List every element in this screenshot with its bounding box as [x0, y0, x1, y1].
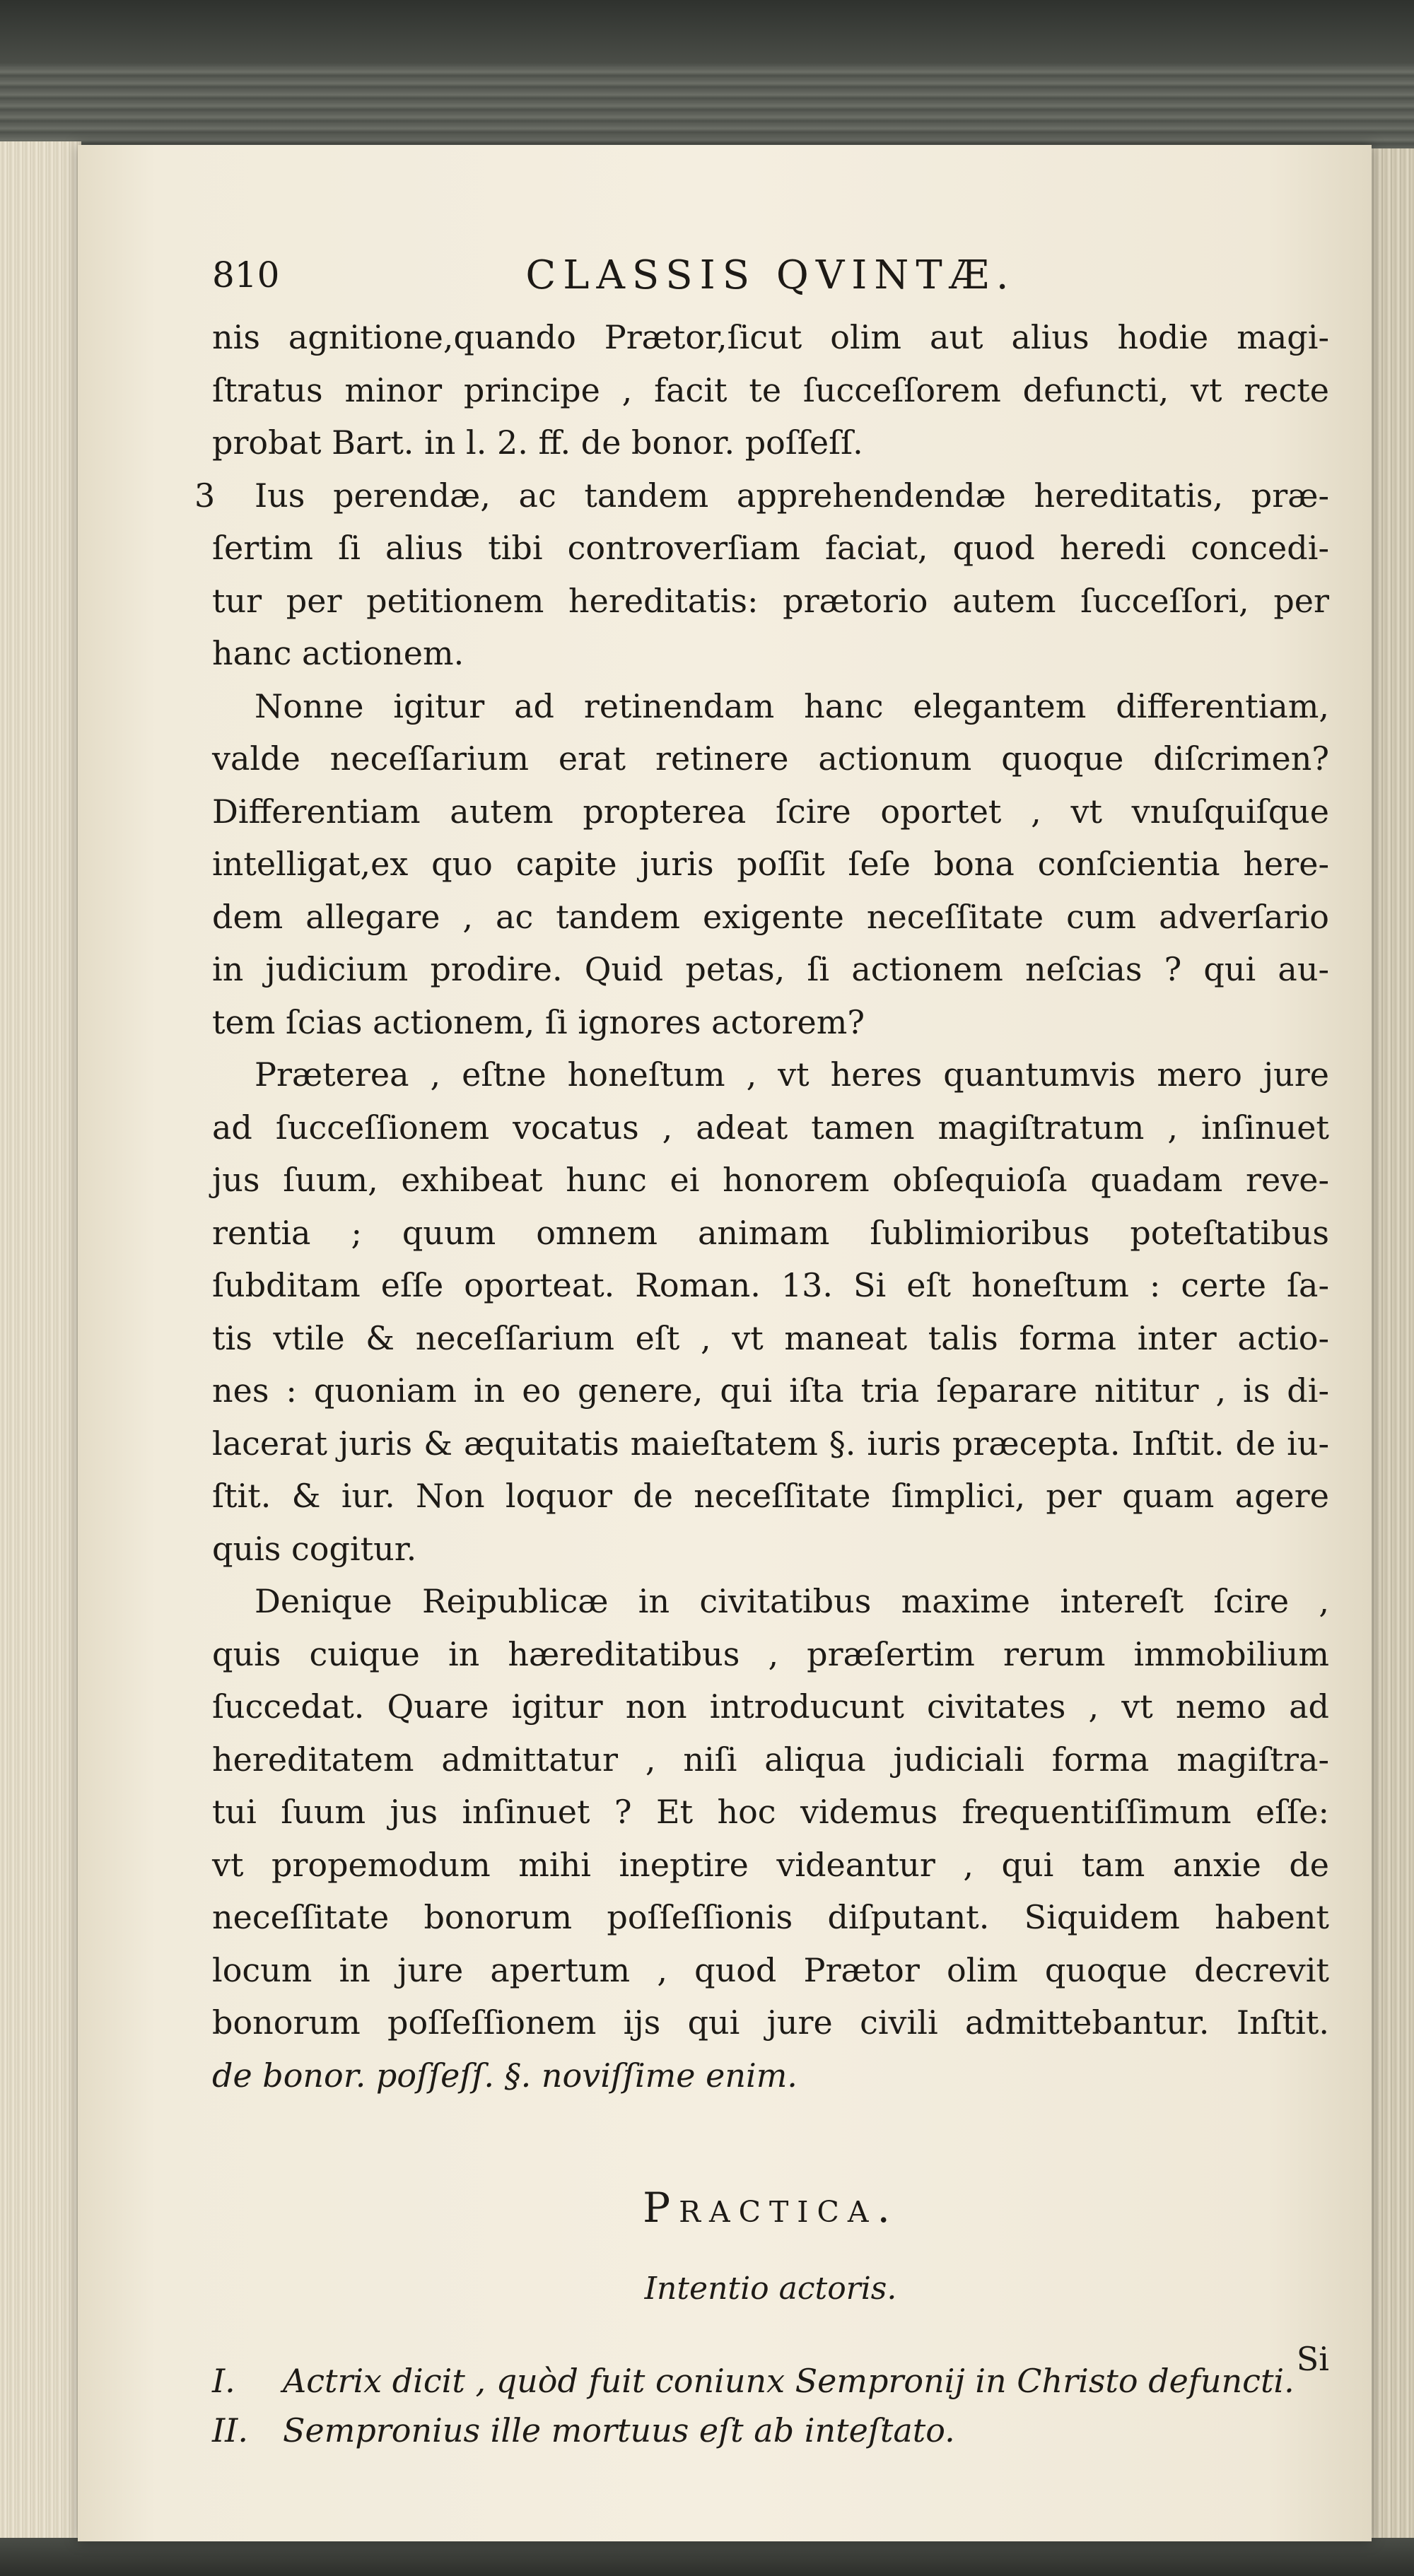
item-number: II. — [212, 2411, 248, 2449]
section-subheading: Intentio actoris. — [644, 2271, 897, 2307]
text-line: valde neceſſarium erat retinere actionum quoque diſcrimen? — [212, 739, 1329, 778]
text-line: bonorum poſſeſſionem ijs qui jure civili admittebantur. Inſtit. — [212, 2003, 1329, 2042]
paragraph — [212, 1575, 1329, 2102]
book-bottom-edge — [0, 2538, 1414, 2576]
text-line: rentia ; quum omnem animam ſublimioribus poteſtatibus — [212, 1213, 1329, 1252]
numbered-item — [212, 2356, 1329, 2406]
numbered-item — [212, 2406, 1329, 2455]
text-line: hereditatem admittatur , niſi aliqua judiciali forma magiſtra- — [212, 1740, 1329, 1779]
right-page-stack — [1365, 148, 1414, 2576]
text-line: lacerat juris & æquitatis maieſtatem §. iuris præcepta. Inſtit. de iu- — [212, 1424, 1329, 1463]
text-line — [194, 469, 1329, 522]
text-line: Differentiam autem propterea ſcire oportet , vt vnuſquiſque — [212, 792, 1329, 831]
text-line: ſtit. & iur. Non loquor de neceſſitate ſimplici, per quam agere — [212, 1477, 1329, 1515]
text-line: intelligat,ex quo capite juris poſſit ſeſe bona conſcientia here- — [212, 845, 1329, 883]
text-line: Denique Reipublicæ in civitatibus maxime intereſt ſcire , — [255, 1582, 1329, 1620]
text-line: jus ſuum, exhibeat hunc ei honorem obſequioſa quadam reve- — [212, 1161, 1329, 1199]
section-heading: Practica. — [643, 2184, 899, 2232]
text-line: locum in jure apertum , quod Prætor olim quoque decrevit — [212, 1950, 1329, 1989]
item-text: Actrix dicit , quòd fuit coniunx Sempronij in Christo defuncti. — [283, 2362, 1295, 2400]
item-text: Sempronius ille mortuus eſt ab inteſtato. — [283, 2411, 955, 2449]
text-line: in judicium prodire. Quid petas, ſi actionem neſcias ? qui au- — [212, 950, 1329, 988]
text-line: ſertim ſi alius tibi controverſiam faciat, quod heredi concedi- — [212, 529, 1329, 567]
text-line: quis cogitur. — [212, 1529, 417, 1568]
text-line: ſuccedat. Quare igitur non introducunt civitates , vt nemo ad — [212, 1687, 1329, 1726]
text-line: hanc actionem. — [212, 634, 464, 672]
paragraph-marker: 3 — [194, 476, 216, 515]
text-line: quis cuique in hæreditatibus , præſertim rerum immobilium — [212, 1634, 1329, 1673]
paragraph — [212, 680, 1329, 1049]
numbered-list — [212, 2356, 1329, 2455]
text-line: tui ſuum jus inſinuet ? Et hoc videmus frequentiſſimum eſſe: — [212, 1793, 1329, 1831]
text-line: probat Bart. in l. 2. ff. de bonor. poſſeſſ. — [212, 423, 863, 462]
book-spine-shadow — [0, 0, 1414, 64]
text-line: neceſſitate bonorum poſſeſſionis diſputant. Siquidem habent — [212, 1898, 1329, 1936]
left-page-stack — [0, 141, 81, 2576]
text-line: dem allegare , ac tandem exigente neceſſitate cum adverſario — [212, 897, 1329, 936]
paragraph — [194, 469, 1329, 680]
text-line: ad ſucceſſionem vocatus , adeat tamen magiſtratum , inſinuet — [212, 1108, 1329, 1147]
text-line: ſubditam eſſe oporteat. Roman. 13. Si eſt honeſtum : certe ſa- — [212, 1266, 1329, 1304]
text-line: de bonor. poſſeſſ. §. noviſſime enim. — [212, 2056, 797, 2095]
text-line: vt propemodum mihi ineptire videantur , qui tam anxie de — [212, 1845, 1329, 1884]
item-number: I. — [212, 2362, 235, 2400]
text-line: tur per petitionem hereditatis: prætorio autem ſucceſſori, per — [212, 581, 1329, 620]
text-line: ſtratus minor principe , facit te ſucceſſorem defuncti, vt recte — [212, 370, 1329, 409]
text-line: Nonne igitur ad retinendam hanc elegantem differentiam, — [255, 686, 1329, 725]
page-header — [212, 244, 1329, 311]
text-line: tis vtile & neceſſarium eſt , vt maneat talis forma inter actio- — [212, 1318, 1329, 1357]
catchword: Si — [1296, 2340, 1329, 2378]
paragraph — [212, 311, 1329, 469]
page-content — [194, 244, 1329, 2455]
page-number: 810 — [212, 254, 280, 295]
paragraph — [212, 1048, 1329, 1575]
text-line: nes : quoniam in eo genere, qui iſta tria ſeparare nititur , is di- — [212, 1371, 1329, 1410]
running-title: CLASSIS QVINTÆ. — [525, 252, 1016, 298]
text-line-content: Ius perendæ, ac tandem apprehendendæ hereditatis, præ- — [255, 476, 1329, 515]
text-line: Præterea , eſtne honeſtum , vt heres quantumvis mero jure — [255, 1055, 1329, 1094]
text-line: tem ſcias actionem, ſi ignores actorem? — [212, 1002, 865, 1041]
text-line: nis agnitione,quando Prætor,ſicut olim aut alius hodie magi- — [212, 318, 1329, 356]
